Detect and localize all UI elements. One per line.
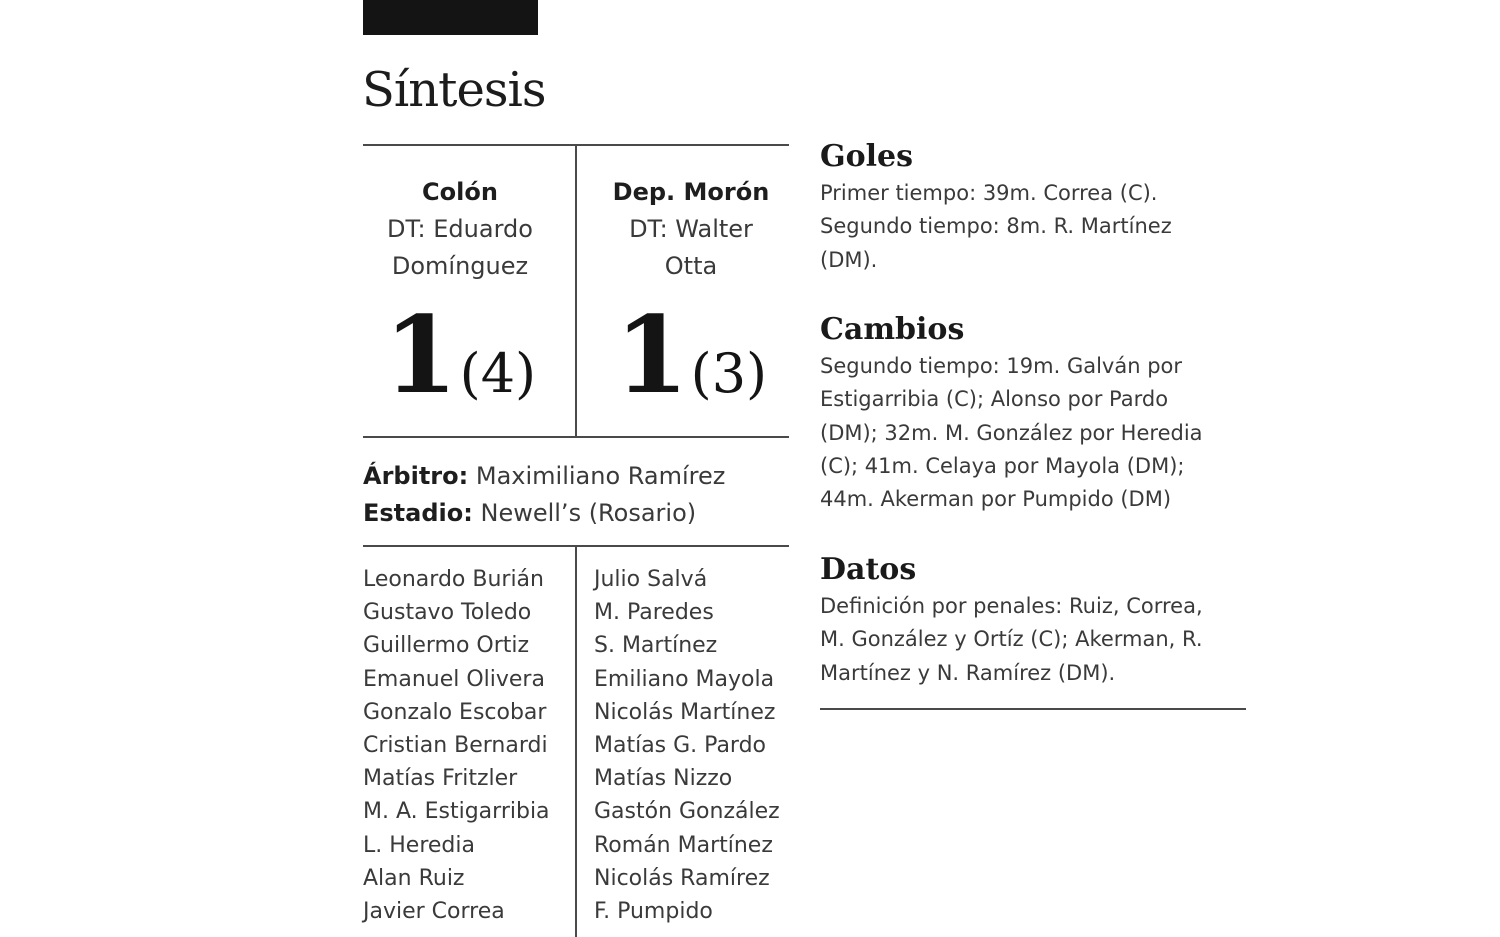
goals-heading: Goles xyxy=(820,139,914,174)
list-item: Matías G. Pardo xyxy=(594,733,767,759)
list-item: L. Heredia xyxy=(363,832,475,858)
list-item: Román Martínez xyxy=(594,832,773,858)
data-heading: Datos xyxy=(820,552,917,587)
divider-teams xyxy=(575,144,577,437)
goals-line: Primer tiempo: 39m. Correa (C). xyxy=(820,181,1158,205)
divider-scoreboard xyxy=(363,436,789,438)
home-penalties: (4) xyxy=(459,342,537,405)
divider-right-column xyxy=(820,708,1246,710)
data-line: Definición por penales: Ruiz, Correa, xyxy=(820,594,1203,618)
list-item: Cristian Bernardi xyxy=(363,733,548,759)
away-score: 1 xyxy=(614,292,685,417)
data-line: Martínez y N. Ramírez (DM). xyxy=(820,660,1116,685)
substitutions-heading: Cambios xyxy=(820,312,965,347)
stadium-name: Newell’s (Rosario) xyxy=(480,499,697,527)
list-item: Gastón González xyxy=(594,799,780,825)
list-item: Emanuel Olivera xyxy=(363,666,545,692)
substitutions-line: (C); 41m. Celaya por Mayola (DM); xyxy=(820,453,1185,478)
referee-line xyxy=(363,458,725,495)
goals-line: (DM). xyxy=(820,247,878,272)
list-item: Guillermo Ortiz xyxy=(363,633,530,659)
substitutions-line: Segundo tiempo: 19m. Galván por xyxy=(820,354,1183,378)
stadium-line xyxy=(363,495,696,532)
list-item: Emiliano Mayola xyxy=(594,666,775,692)
substitutions-section xyxy=(820,310,1250,516)
data-section xyxy=(820,550,1250,690)
away-team xyxy=(586,174,796,285)
list-item: Julio Salvá xyxy=(594,567,708,592)
stadium-label: Estadio: xyxy=(363,499,473,527)
data-line: M. González y Ortíz (C); Akerman, R. xyxy=(820,627,1203,652)
list-item: M. Paredes xyxy=(594,600,714,626)
away-lineup xyxy=(594,563,780,928)
home-score: 1 xyxy=(383,292,454,417)
list-item: Alan Ruiz xyxy=(363,865,465,891)
away-score-block xyxy=(586,292,796,429)
substitutions-line: (DM); 32m. M. González por Heredia xyxy=(820,420,1203,445)
goals-section xyxy=(820,137,1250,277)
list-item: Matías Nizzo xyxy=(594,766,733,792)
list-item: Leonardo Burián xyxy=(363,567,544,592)
list-item: Matías Fritzler xyxy=(363,766,518,792)
away-coach-line2: Otta xyxy=(664,252,718,280)
home-coach-line1: DT: Eduardo xyxy=(387,215,533,243)
list-item: Gustavo Toledo xyxy=(363,600,532,626)
section-marker-bar xyxy=(363,0,538,35)
home-score-block xyxy=(355,292,565,429)
referee-label: Árbitro: xyxy=(363,462,469,490)
home-team-name: Colón xyxy=(422,178,498,206)
away-coach-line1: DT: Walter xyxy=(629,215,753,243)
home-lineup xyxy=(363,563,550,928)
page-title: Síntesis xyxy=(362,62,546,118)
away-team-name: Dep. Morón xyxy=(612,178,770,206)
list-item: Javier Correa xyxy=(363,899,505,925)
divider-lineup-columns xyxy=(575,545,577,937)
list-item: Gonzalo Escobar xyxy=(363,699,547,725)
list-item: S. Martínez xyxy=(594,633,718,659)
away-penalties: (3) xyxy=(690,342,768,405)
substitutions-line: Estigarribia (C); Alonso por Pardo xyxy=(820,387,1169,412)
list-item: Nicolás Martínez xyxy=(594,699,776,725)
referee-name: Maximiliano Ramírez xyxy=(475,462,726,490)
home-team xyxy=(355,174,565,285)
list-item: F. Pumpido xyxy=(594,899,713,925)
home-coach-line2: Domínguez xyxy=(391,252,529,280)
goals-line: Segundo tiempo: 8m. R. Martínez xyxy=(820,214,1172,239)
list-item: Nicolás Ramírez xyxy=(594,865,770,891)
list-item: M. A. Estigarribia xyxy=(363,799,550,825)
substitutions-line: 44m. Akerman por Pumpido (DM) xyxy=(820,487,1172,512)
